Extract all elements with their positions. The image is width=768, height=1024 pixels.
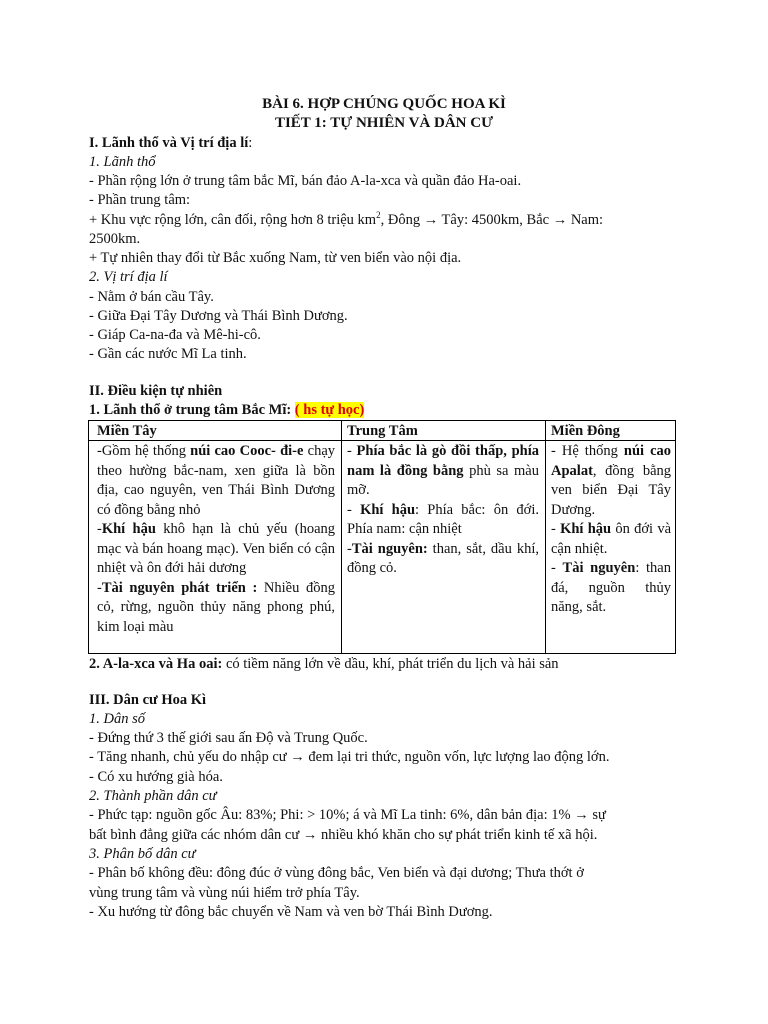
section-2-heading: II. Điều kiện tự nhiên: [89, 383, 223, 399]
natural-conditions-table: [88, 420, 676, 654]
text-line: - Giữa Đại Tây Dương và Thái Bình Dương.: [89, 308, 348, 324]
table-header-west: Miền Tây: [97, 423, 157, 439]
text-line: - Nằm ở bán cầu Tây.: [89, 289, 214, 305]
text-line: - Có xu hướng già hóa.: [89, 769, 223, 785]
text-line: - Phức tạp: nguồn gốc Âu: 83%; Phi: > 10%; á và Mĩ La tinh: 6%, dân bản địa: 1% → sự: [89, 807, 606, 823]
lesson-title: BÀI 6. HỢP CHÚNG QUỐC HOA KÌ: [262, 96, 506, 112]
table-header-center: Trung Tâm: [347, 423, 418, 439]
section-3-heading: III. Dân cư Hoa Kì: [89, 692, 207, 708]
section-1-heading: I. Lãnh thổ và Vị trí địa lí:: [89, 135, 253, 151]
text-line: - Phần trung tâm:: [89, 192, 191, 208]
table-divider: [341, 421, 342, 653]
text-line: - Xu hướng từ đông bắc chuyển về Nam và ven bờ Thái Bình Dương.: [89, 904, 493, 920]
text-line: vùng trung tâm và vùng núi hiểm trở phía Tây.: [89, 885, 360, 901]
table-cell-east: - Hệ thống núi cao Apalat, đồng bằng ven biển Đại Tây Dương. - Khí hậu ôn đới và cận nhiệt. - Tài nguyên: than đá, nguồn thủy năng, sắt.: [551, 443, 672, 615]
text-line: - Giáp Ca-na-đa và Mê-hi-cô.: [89, 327, 261, 343]
text-line: - Tăng nhanh, chủ yếu do nhập cư → đem lại tri thức, nguồn vốn, lực lượng lao động lớn.: [89, 749, 610, 765]
section-3-sub-distribution: 3. Phân bố dân cư: [89, 846, 196, 862]
table-divider: [89, 440, 675, 441]
table-header-east: Miền Đông: [551, 423, 620, 439]
section-3-sub-composition: 2. Thành phần dân cư: [89, 788, 217, 804]
section-1-sub-territory: 1. Lãnh thổ: [89, 154, 156, 170]
section-2-alaska-hawaii: 2. A-la-xca và Ha oai: có tiềm năng lớn về dầu, khí, phát triển du lịch và hải sản: [89, 656, 559, 672]
lesson-subtitle: TIẾT 1: TỰ NHIÊN VÀ DÂN CƯ: [274, 115, 494, 131]
text-line: - Phần rộng lớn ở trung tâm bắc Mĩ, bán đảo A-la-xca và quần đảo Ha-oai.: [89, 173, 522, 189]
text-line: - Gần các nước Mĩ La tinh.: [89, 346, 247, 362]
table-divider: [545, 421, 546, 653]
section-1-sub-location: 2. Vị trí địa lí: [89, 269, 168, 285]
section-3-sub-population: 1. Dân số: [89, 711, 145, 727]
self-study-note: ( hs tự học): [294, 402, 365, 418]
text-line: bất bình đẳng giữa các nhóm dân cư → nhiều khó khăn cho sự phát triển kinh tế xã hội.: [89, 827, 598, 843]
table-cell-west: -Gồm hệ thống núi cao Cooc- đi-e chạy theo hường bắc-nam, xen giữa là bồn địa, cao nguyên, ven Thái Bình Dương có đồng bằng nhỏ -Khí hậu khô hạn là chủ yếu (hoang mạc và bán hoang mạc). Ven biển có cận nhiệt và ôn đới hải dương -Tài nguyên phát triển : Nhiều đồng cỏ, rừng, nguồn thủy năng phong phú, kim loại màu: [97, 443, 336, 635]
text-line: 2500km.: [89, 231, 141, 247]
text-line: + Khu vực rộng lớn, cân đối, rộng hơn 8 triệu $km^2$, Đông → Tây: 4500km, Bắc → Nam:: [89, 210, 604, 228]
text-line: + Tự nhiên thay đổi từ Bắc xuống Nam, từ ven biển vào nội địa.: [89, 250, 462, 266]
text-line: - Đứng thứ 3 thế giới sau ấn Độ và Trung Quốc.: [89, 730, 368, 746]
table-cell-center: - Phía bắc là gò đồi thấp, phía nam là đồng bằng phù sa màu mỡ. - Khí hậu: Phía bắc: ôn đới. Phía nam: cận nhiệt -Tài nguyên: than, sắt, dầu khí, đồng cỏ.: [347, 443, 539, 576]
section-2-sub-heading: 1. Lãnh thổ ở trung tâm Bắc Mĩ: ( hs tự học): [89, 402, 365, 418]
text-line: - Phân bố không đều: đông đúc ở vùng đông bắc, Ven biển và đại dương; Thưa thớt ở: [89, 865, 584, 881]
